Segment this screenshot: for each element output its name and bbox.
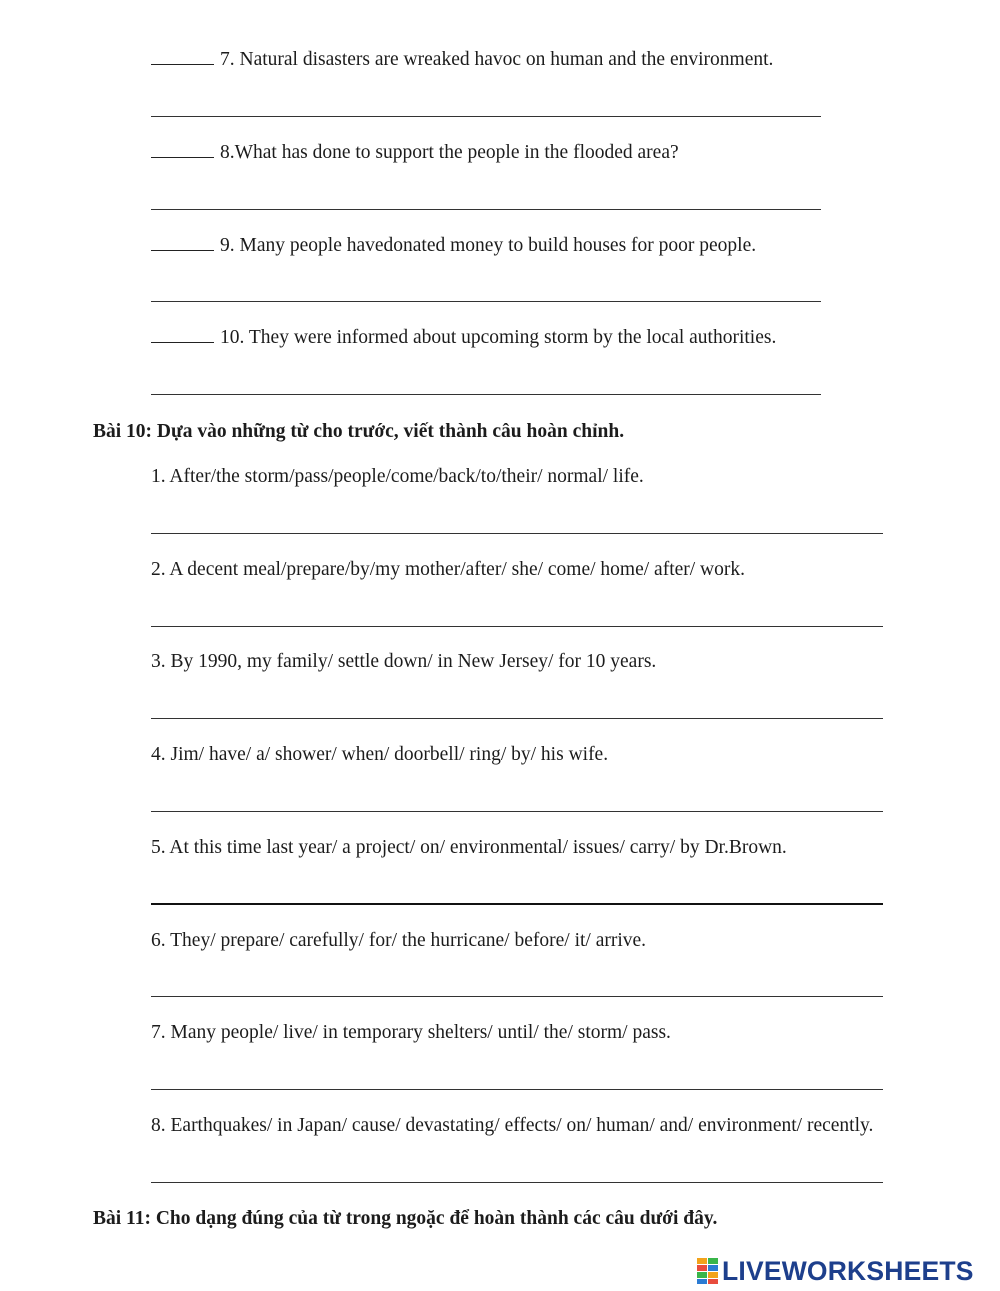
s10-item-5-answer-line[interactable] xyxy=(151,903,883,905)
s9-item-10-number: 10. xyxy=(220,327,245,348)
s9-item-10-blank[interactable] xyxy=(151,326,214,343)
liveworksheets-logo-text: LIVEWORKSHEETS xyxy=(722,1255,974,1286)
s10-item-1-answer-line[interactable] xyxy=(151,533,883,534)
s10-item-4: 4. Jim/ have/ a/ shower/ when/ doorbell/ ring/ by/ his wife. xyxy=(151,744,609,765)
s9-item-9-text: Many people havedonated money to build houses for poor people. xyxy=(234,235,757,256)
s9-item-10 xyxy=(151,326,776,350)
s9-item-10-text: They were informed about upcoming storm by the local authorities. xyxy=(244,327,777,348)
s9-item-7-number: 7. xyxy=(220,49,235,70)
s9-item-9-number: 9. xyxy=(220,235,235,256)
s10-item-4-answer-line[interactable] xyxy=(151,811,883,812)
s9-item-8-number: 8. xyxy=(220,142,235,163)
section-11-heading: Bài 11: Cho dạng đúng của từ trong ngoặc để hoàn thành các câu dưới đây. xyxy=(93,1208,718,1229)
liveworksheets-logo xyxy=(697,1256,974,1286)
s9-item-8 xyxy=(151,141,679,165)
s9-item-9-blank[interactable] xyxy=(151,234,214,251)
s10-item-2: 2. A decent meal/prepare/by/my mother/after/ she/ come/ home/ after/ work. xyxy=(151,559,745,580)
s10-item-3-answer-line[interactable] xyxy=(151,718,883,719)
s9-item-8-text: What has done to support the people in the flooded area? xyxy=(234,142,679,163)
s10-item-5: 5. At this time last year/ a project/ on/ environmental/ issues/ carry/ by Dr.Brown. xyxy=(151,837,787,858)
s10-item-8: 8. Earthquakes/ in Japan/ cause/ devastating/ effects/ on/ human/ and/ environment/ recently. xyxy=(151,1115,874,1136)
s9-item-7 xyxy=(151,48,773,72)
s9-item-8-blank[interactable] xyxy=(151,141,214,158)
s9-item-9 xyxy=(151,234,756,258)
s10-item-7-answer-line[interactable] xyxy=(151,1089,883,1090)
s10-item-7: 7. Many people/ live/ in temporary shelters/ until/ the/ storm/ pass. xyxy=(151,1022,671,1043)
s9-item-7-blank[interactable] xyxy=(151,48,214,65)
s10-item-1: 1. After/the storm/pass/people/come/back/to/their/ normal/ life. xyxy=(151,466,644,487)
s10-item-3: 3. By 1990, my family/ settle down/ in New Jersey/ for 10 years. xyxy=(151,651,657,672)
s10-item-6-answer-line[interactable] xyxy=(151,996,883,997)
s9-item-7-answer-line[interactable] xyxy=(151,116,821,117)
s9-item-7-text: Natural disasters are wreaked havoc on human and the environment. xyxy=(234,49,774,70)
s9-item-10-answer-line[interactable] xyxy=(151,394,821,395)
s10-item-2-answer-line[interactable] xyxy=(151,626,883,627)
section-10-heading: Bài 10: Dựa vào những từ cho trước, viết thành câu hoàn chỉnh. xyxy=(93,421,625,442)
s9-item-9-answer-line[interactable] xyxy=(151,301,821,302)
s10-item-8-answer-line[interactable] xyxy=(151,1182,883,1183)
liveworksheets-logo-icon xyxy=(697,1258,719,1284)
s10-item-6: 6. They/ prepare/ carefully/ for/ the hurricane/ before/ it/ arrive. xyxy=(151,930,647,951)
s9-item-8-answer-line[interactable] xyxy=(151,209,821,210)
